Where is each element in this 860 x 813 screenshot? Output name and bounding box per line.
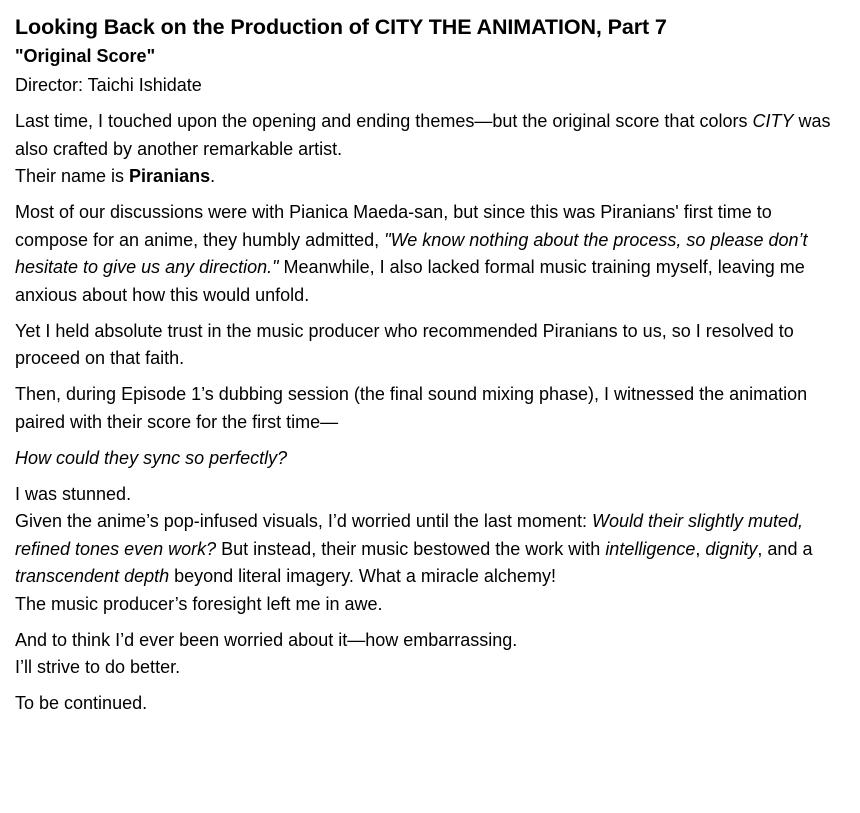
paragraph-7-line-1: And to think I’d ever been worried about it—how embarrassing. [15, 629, 518, 650]
paragraph-2 [15, 199, 844, 309]
paragraph-3-text: Yet I held absolute trust in the music producer who recommended Piranians to us, so I resolved to proceed on that faith. [15, 320, 794, 368]
paragraph-6-text-d: , and a [757, 538, 813, 559]
transcendent-depth-term: transcendent depth [15, 566, 170, 586]
article-byline: Director: Taichi Ishidate [15, 75, 202, 95]
city-title: CITY [752, 111, 794, 131]
piranians-name: Piranians [129, 166, 211, 186]
paragraph-1-text-a: Last time, I touched upon the opening and ending themes—but the original score that colors [15, 111, 753, 131]
paragraph-2-text-a: Most of our discussions were with Pianica Maeda-san, but since this was Piranians' first time to compose for an anime, they humbly admitted, [15, 202, 772, 250]
paragraph-1-line-2 [15, 163, 844, 191]
paragraph-1-text-d: . [210, 166, 216, 186]
piranians-quote: "We know nothing about the process, so please don’t hesitate to give us any direction." [15, 229, 808, 277]
article-title: Looking Back on the Production of CITY THE ANIMATION, Part 7 [15, 15, 667, 39]
intelligence-term: intelligence [605, 538, 696, 559]
paragraph-5 [15, 445, 844, 473]
paragraph-6-line-2 [15, 508, 844, 591]
paragraph-6-line-1: I was stunned. [15, 483, 132, 504]
paragraph-3 [15, 318, 844, 373]
article-subtitle: "Original Score" [15, 46, 156, 66]
paragraph-8 [15, 690, 844, 718]
paragraph-6-question: Would their slightly muted, refined tones even work? [15, 511, 804, 559]
paragraph-6-text-b: But instead, their music bestowed the work with [216, 538, 606, 559]
paragraph-1-text-c: Their name is [15, 166, 130, 186]
paragraph-6-text-c: , [695, 538, 706, 559]
paragraph-1-text-b: was also crafted by another remarkable artist. [15, 111, 831, 159]
paragraph-6-line-3: The music producer’s foresight left me in awe. [15, 593, 383, 614]
paragraph-6-text-e: beyond literal imagery. What a miracle alchemy! [169, 566, 556, 586]
paragraph-4-text: Then, during Episode 1’s dubbing session (the final sound mixing phase), I witnessed the animation paired with their score for the first time— [15, 384, 808, 432]
sync-question: How could they sync so perfectly? [15, 447, 288, 468]
paragraph-4 [15, 381, 844, 436]
to-be-continued: To be continued. [15, 693, 148, 713]
paragraph-2-text-b: Meanwhile, I also lacked formal music training myself, leaving me anxious about how this would unfold. [15, 257, 805, 305]
paragraph-7 [15, 627, 844, 682]
paragraph-1 [15, 108, 844, 191]
paragraph-6-text-a: Given the anime’s pop-infused visuals, I’d worried until the last moment: [15, 511, 592, 531]
dignity-term: dignity [705, 538, 758, 559]
paragraph-7-line-2: I’ll strive to do better. [15, 657, 181, 677]
paragraph-6 [15, 481, 844, 619]
